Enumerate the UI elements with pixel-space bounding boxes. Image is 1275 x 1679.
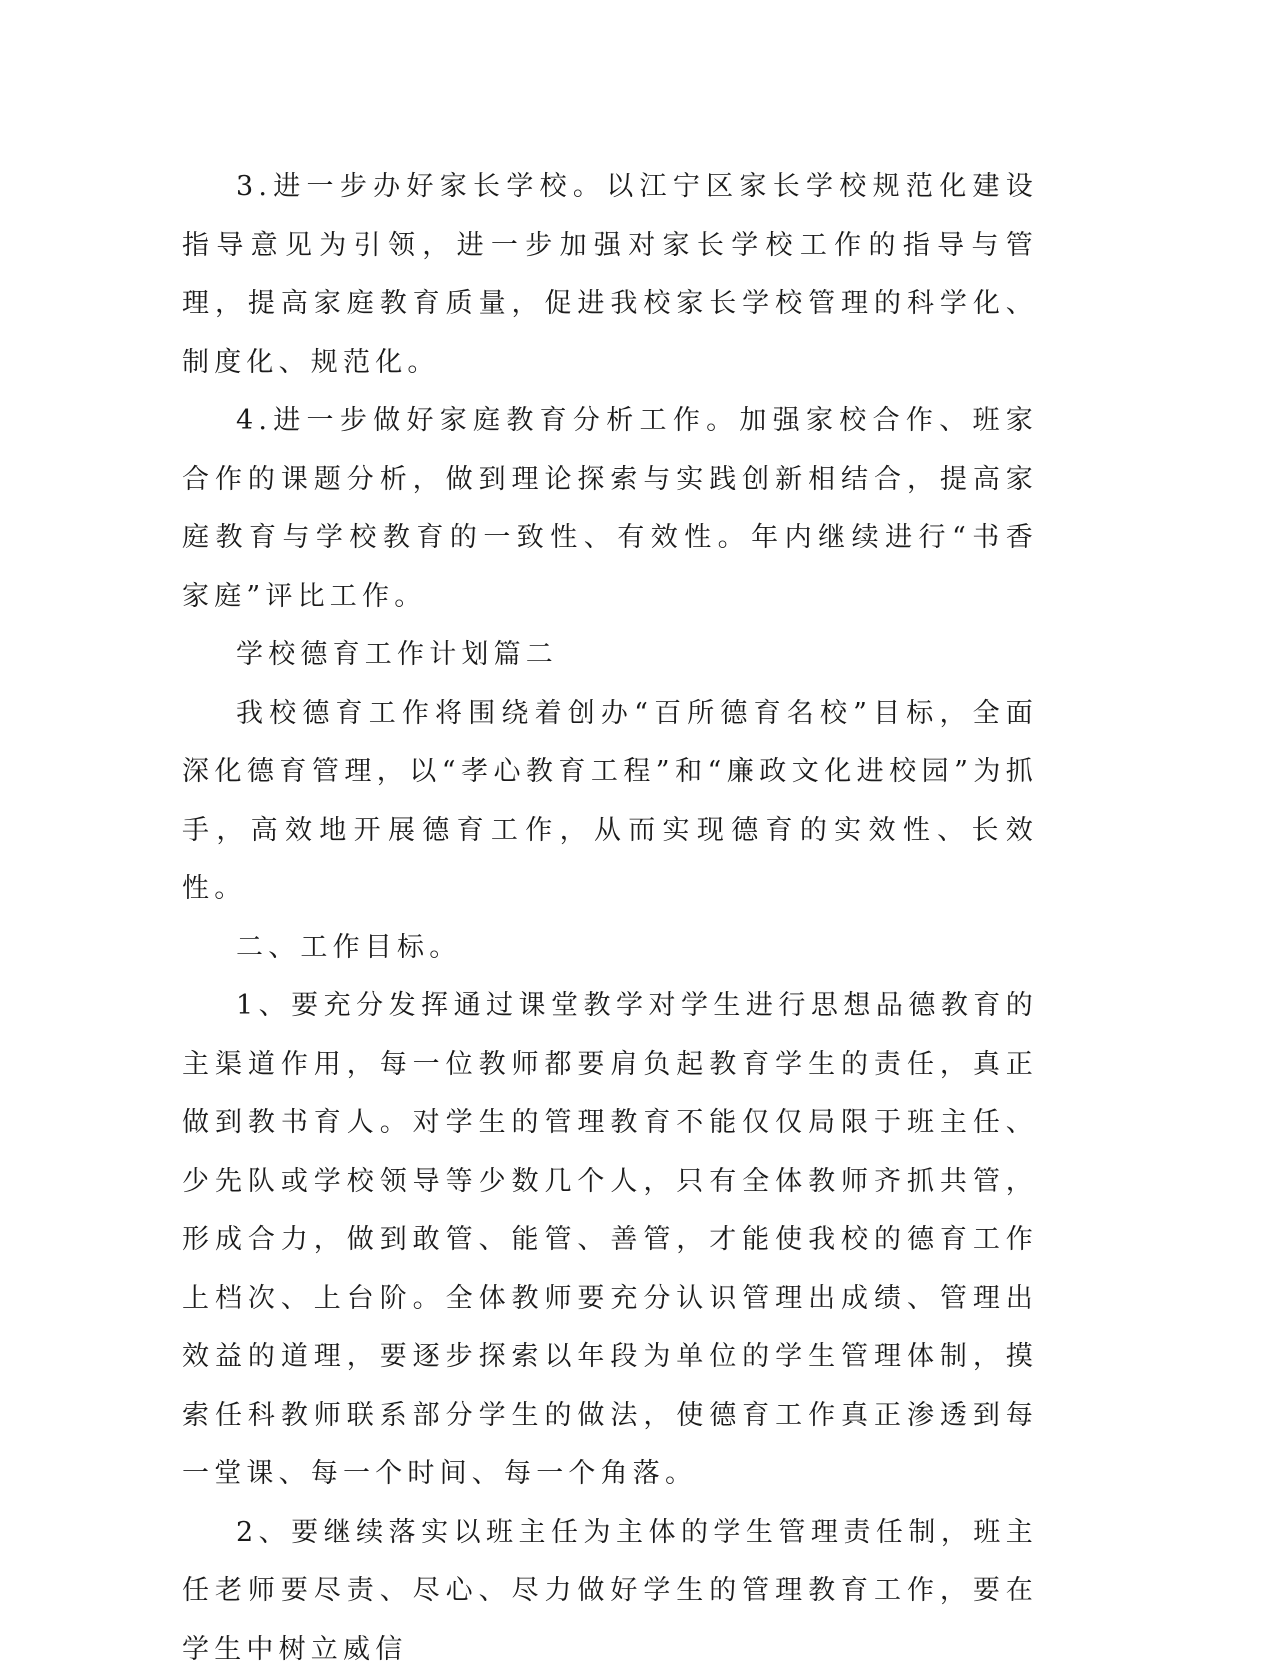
paragraph-goal-1: 1、要充分发挥通过课堂教学对学生进行思想品德教育的主渠道作用，每一位教师都要肩负起教育学生的责任，真正做到教书育人。对学生的管理教育不能仅仅局限于班主任、少先队或学校领导等少数几个人，只有全体教师齐抓共管，形成合力，做到敢管、能管、善管，才能使我校的德育工作上档次、上台阶。全体教师要充分认识管理出成绩、管理出效益的道理，要逐步探索以年段为单位的学生管理体制，摸索任科教师联系部分学生的做法，使德育工作真正渗透到每一堂课、每一个时间、每一个角落。: [182, 977, 1038, 1504]
paragraph-moral-education-intro: 我校德育工作将围绕着创办“百所德育名校”目标，全面深化德育管理，以“孝心教育工程”和“廉政文化进校园”为抓手，高效地开展德育工作，从而实现德育的实效性、长效性。: [182, 685, 1038, 919]
document-body: [182, 158, 1038, 1679]
section-heading: 学校德育工作计划篇二: [182, 626, 1038, 685]
paragraph-parent-school: 3.进一步办好家长学校。以江宁区家长学校规范化建设指导意见为引领，进一步加强对家长学校工作的指导与管理，提高家庭教育质量，促进我校家长学校管理的科学化、制度化、规范化。: [182, 158, 1038, 392]
paragraph-goal-2: 2、要继续落实以班主任为主体的学生管理责任制，班主任老师要尽责、尽心、尽力做好学生的管理教育工作，要在学生中树立威信: [182, 1504, 1038, 1679]
subheading-work-goals: 二、工作目标。: [182, 919, 1038, 978]
paragraph-family-education-analysis: 4.进一步做好家庭教育分析工作。加强家校合作、班家合作的课题分析，做到理论探索与实践创新相结合，提高家庭教育与学校教育的一致性、有效性。年内继续进行“书香家庭”评比工作。: [182, 392, 1038, 626]
